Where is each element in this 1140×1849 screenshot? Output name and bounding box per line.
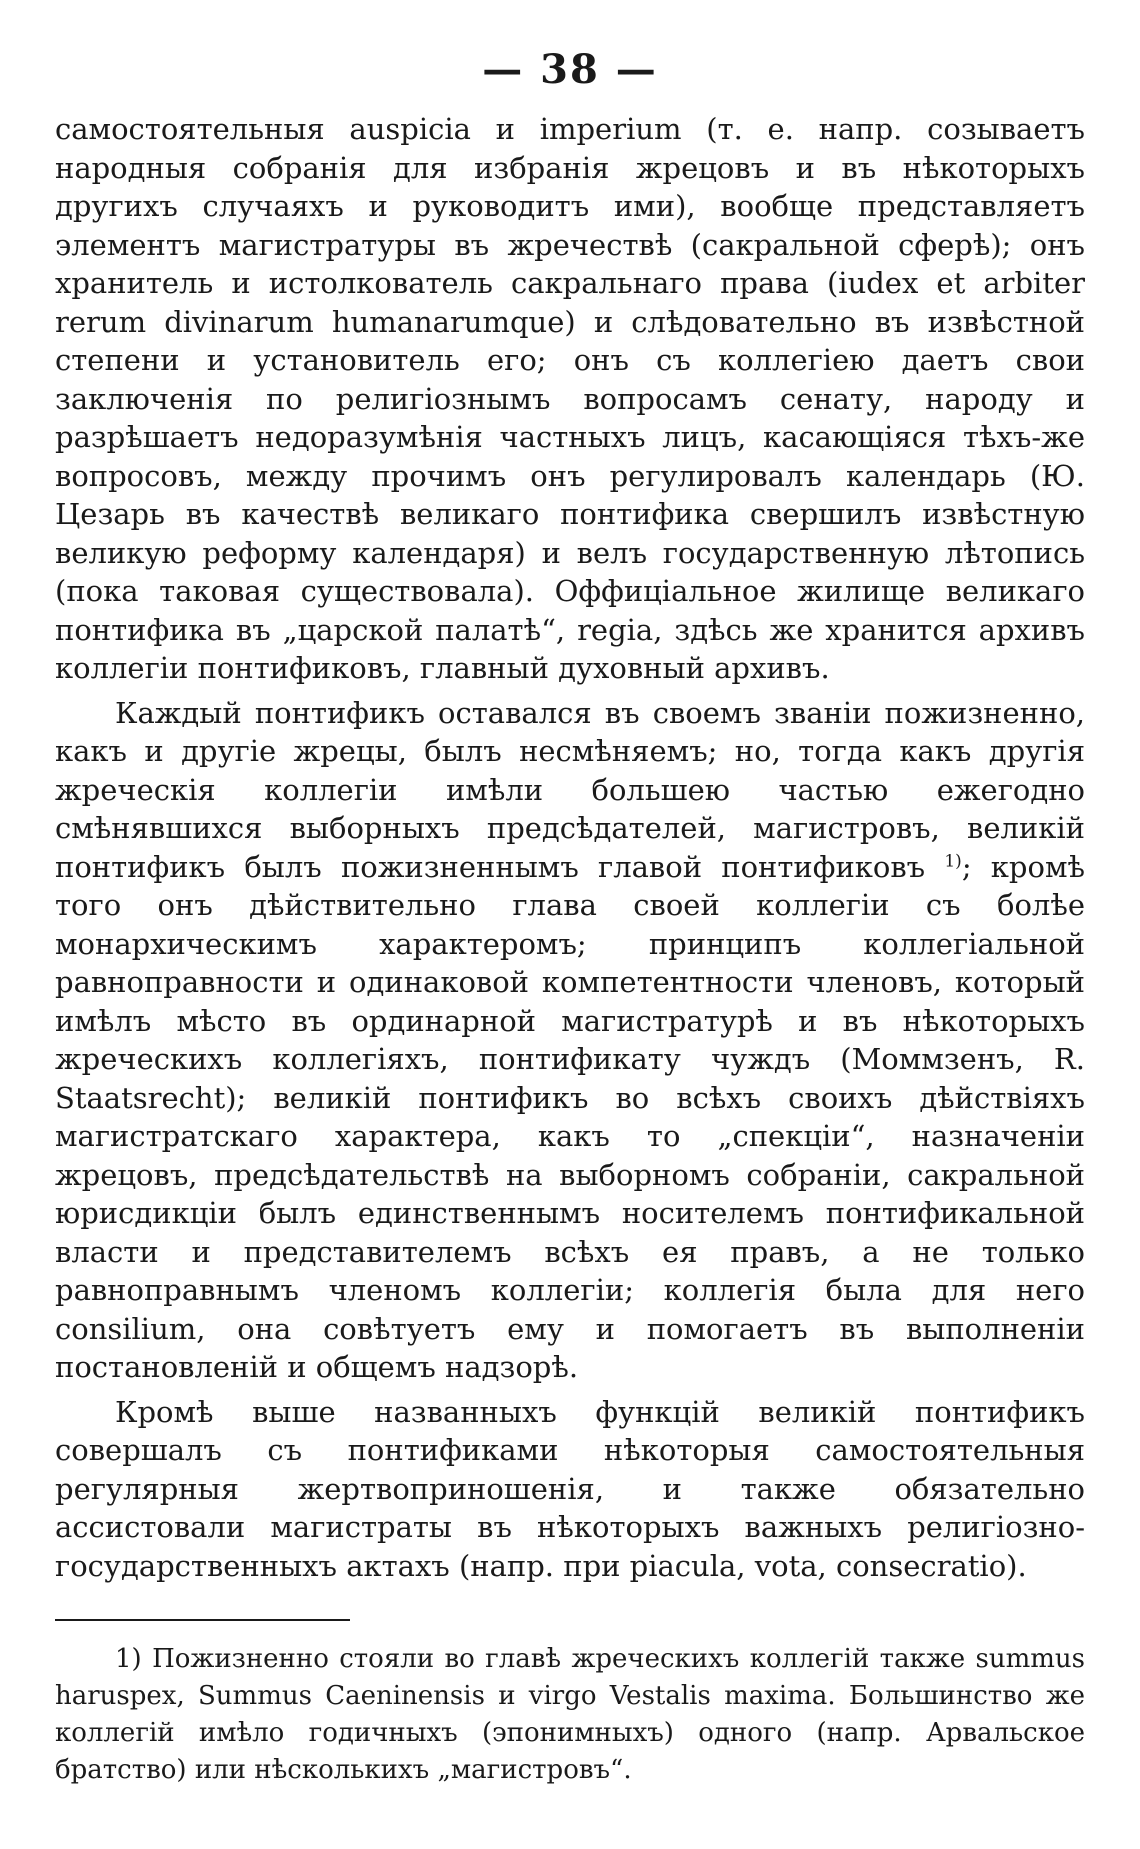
page xyxy=(55,40,1085,1789)
footnote xyxy=(55,1641,1085,1789)
body-text xyxy=(55,110,1085,1585)
paragraph-2 xyxy=(55,694,1085,1387)
footnote-reference: 1) xyxy=(944,850,962,871)
footnote-text xyxy=(55,1641,1085,1789)
paragraph-2-part-1: Каждый понтификъ оставался въ своемъ званіи пожизненно, какъ и другіе жрецы, былъ несмѣняемъ; но, тогда какъ другія жреческія коллегіи имѣли большею частью ежегодно смѣнявшихся выборныхъ предсѣдателей, магистровъ, великій понтификъ былъ пожизненнымъ главой понтификовъ xyxy=(55,695,1085,884)
page-number: — 38 — xyxy=(482,46,658,93)
footnote-divider xyxy=(55,1619,350,1621)
paragraph-1: самостоятельныя auspicia и imperium (т. е. напр. созываетъ народныя собранія для избранія жрецовъ и въ нѣкоторыхъ другихъ случаяхъ и руководитъ ими), вообще представляетъ элементъ магистратуры въ жречествѣ (сакральной сферѣ); онъ хранитель и истолкователь сакральнаго права (iudex et arbiter rerum divinarum humanarumque) и слѣдовательно въ извѣстной степени и установитель его; онъ съ коллегіею даетъ свои заключенія по религіознымъ вопросамъ сенату, народу и разрѣшаетъ недоразумѣнія частныхъ лицъ, касающіяся тѣхъ-же вопросовъ, между прочимъ онъ регулировалъ календарь (Ю. Цезарь въ качествѣ великаго понтифика свершилъ извѣстную великую реформу календаря) и велъ государственную лѣтопись (пока таковая существовала). Оффиціальное жилище великаго понтифика въ „царской палатѣ“, regia, здѣсь же хранится архивъ коллегіи понтификовъ, главный духовный архивъ. xyxy=(55,112,1085,685)
paragraph-2-part-2: ; кромѣ того онъ дѣйствительно глава своей коллегіи съ болѣе монархическимъ характеромъ; принципъ коллегіальной равноправности и одинаковой компетентности членовъ, который имѣлъ мѣсто въ ординарной магистратурѣ и въ нѣкоторыхъ жреческихъ коллегіяхъ, понтификату чуждъ (Моммзенъ, R. Staatsrecht); великій понтификъ во всѣхъ своихъ дѣйствіяхъ магистратскаго характера, какъ то „спекціи“, назначеніи жрецовъ, предсѣдательствѣ на выборномъ собраніи, сакральной юрисдикціи былъ единственнымъ носителемъ понтификальной власти и представителемъ всѣхъ ея правъ, а не только равноправнымъ членомъ коллегіи; коллегія была для него consilium, она совѣтуетъ ему и помогаетъ въ выполненіи постановленій и общемъ надзорѣ. xyxy=(55,849,1085,1384)
footnote-marker: 1) xyxy=(115,1644,142,1674)
footnote-body: Пожизненно стояли во главѣ жреческихъ коллегій также summus haruspex, Summus Caeninensis и virgo Vestalis maxima. Большинство же коллегій имѣло годичныхъ (эпонимныхъ) одного (напр. Арвальское братство) или нѣсколькихъ „магистровъ“. xyxy=(55,1644,1085,1785)
paragraph-3: Кромѣ выше названныхъ функцій великій понтификъ совершалъ съ понтификами нѣкоторыя самостоятельныя регулярныя жертвоприношенія, и также обязательно ассистовали магистраты въ нѣкоторыхъ важныхъ религіозно-государственныхъ актахъ (напр. при piacula, vota, consecratio). xyxy=(55,1394,1085,1583)
